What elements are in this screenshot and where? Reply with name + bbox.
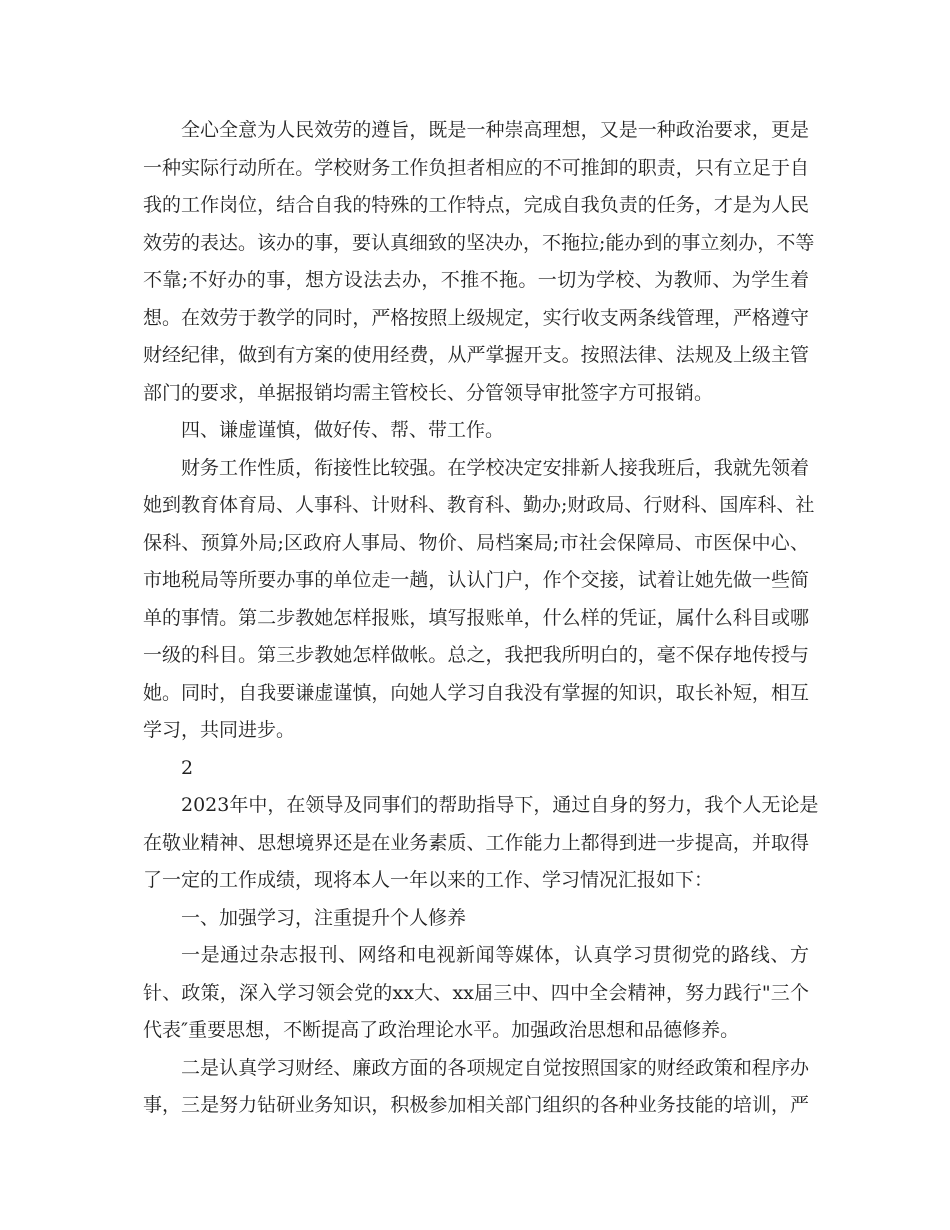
document-body <box>143 112 819 1125</box>
section-heading: 四、谦虚谨慎，做好传、帮、带工作。 <box>181 419 505 441</box>
paragraph-line: 保科、预算外局;区政府人事局、物价、局档案局;市社会保障局、市医保中心、 <box>143 531 809 554</box>
paragraph-line: 不靠;不好办的事，想方设法去办，不推不拖。一切为学校、为教师、为学生着 <box>143 269 809 291</box>
paragraph-line: 2023年中，在领导及同事们的帮助指导下，通过自身的努力，我个人无论是 <box>181 794 819 816</box>
paragraph-line: 效劳的表达。该办的事，要认真细致的坚决办，不拖拉;能办到的事立刻办，不等 <box>143 231 815 254</box>
section-heading: 一、加强学习，注重提升个人修养 <box>181 906 467 929</box>
paragraph-line: 我的工作岗位，结合自我的特殊的工作特点，完成自我负责的任务，才是为人民 <box>143 194 809 216</box>
paragraph-line: 一种实际行动所在。学校财务工作负担者相应的不可推卸的职责，只有立足于自 <box>143 156 809 179</box>
paragraph-line: 针、政策，深入学习领会党的xx大、xx届三中、四中全会精神，努力践行"三个 <box>143 981 809 1004</box>
paragraph-line: 她。同时，自我要谦虚谨慎，向她人学习自我没有掌握的知识，取长补短，相互 <box>143 681 809 704</box>
paragraph-line: 她到教育体育局、人事科、计财科、教育科、勤办;财政局、行财科、国库科、社 <box>143 494 815 516</box>
paragraph-line: 想。在效劳于教学的同时，严格按照上级规定，实行收支两条线管理，严格遵守 <box>143 306 809 329</box>
section-number: 2 <box>181 756 194 779</box>
paragraph-line: 代表″重要思想，不断提高了政治理论水平。加强政治思想和品德修养。 <box>143 1019 740 1041</box>
paragraph-line: 了一定的工作成绩，现将本人一年以来的工作、学习情况汇报如下： <box>143 869 714 891</box>
paragraph-line: 财经纪律，做到有方案的使用经费，从严掌握开支。按照法律、法规及上级主管 <box>143 344 809 366</box>
paragraph-line: 财务工作性质，衔接性比较强。在学校决定安排新人接我班后，我就先领着 <box>181 456 809 479</box>
paragraph-line: 在敬业精神、思想境界还是在业务素质、工作能力上都得到进一步提高，并取得 <box>143 831 809 854</box>
paragraph-line: 市地税局等所要办事的单位走一趟，认认门户，作个交接，试着让她先做一些简 <box>143 569 809 591</box>
paragraph-line: 一是通过杂志报刊、网络和电视新闻等媒体，认真学习贯彻党的路线、方 <box>181 944 809 966</box>
paragraph-line: 事，三是努力钻研业务知识，积极参加相关部门组织的各种业务技能的培训，严 <box>143 1094 809 1116</box>
paragraph-line: 二是认真学习财经、廉政方面的各项规定自觉按照国家的财经政策和程序办 <box>181 1056 809 1079</box>
paragraph-line: 一级的科目。第三步教她怎样做帐。总之，我把我所明白的，毫不保存地传授与 <box>143 644 809 666</box>
paragraph-line: 部门的要求，单据报销均需主管校长、分管领导审批签字方可报销。 <box>143 381 714 404</box>
paragraph-line: 单的事情。第二步教她怎样报账，填写报账单，什么样的凭证，属什么科目或哪 <box>143 606 809 629</box>
paragraph-line: 学习，共同进步。 <box>143 719 296 741</box>
paragraph-line: 全心全意为人民效劳的遵旨，既是一种崇高理想，又是一种政治要求，更是 <box>181 119 809 141</box>
